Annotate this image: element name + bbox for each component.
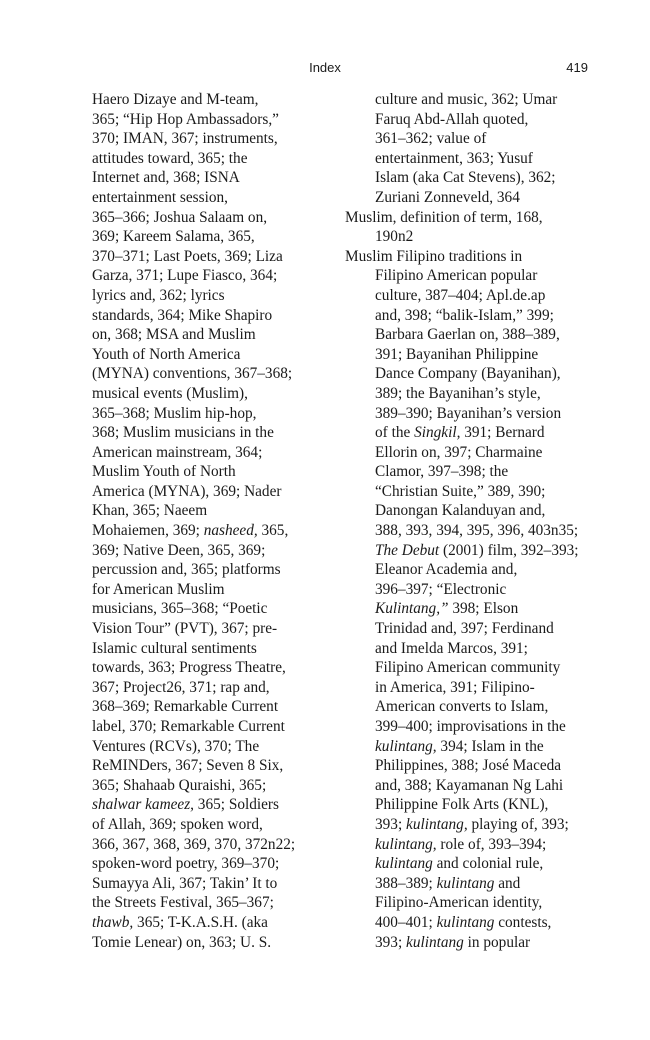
index-subentry-line	[62, 541, 338, 561]
index-text: Vision Tour” (PVT), 367; pre-	[92, 620, 278, 638]
index-subentry-line	[62, 560, 338, 580]
index-subentry-line	[345, 717, 605, 737]
index-text: 389; the Bayanihan’s style,	[375, 384, 541, 402]
index-text: 394; Islam in the	[436, 737, 544, 755]
index-text: Tomie Lenear) on, 363; U. S.	[92, 933, 272, 951]
index-subentry-line	[345, 462, 605, 482]
italic-term: kulintang,	[375, 835, 437, 853]
index-text: (2001) film, 392–393;	[439, 541, 579, 559]
index-subentry-line	[62, 599, 338, 619]
italic-term: kulintang	[436, 913, 495, 931]
index-text: lyrics and, 362; lyrics	[92, 286, 225, 304]
index-subentry-line	[62, 286, 338, 306]
index-subentry-line	[345, 697, 605, 717]
index-text: culture, 387–404; Apl.de.ap	[375, 286, 546, 304]
index-subentry-line	[62, 501, 338, 521]
index-subentry-line	[345, 482, 605, 502]
italic-term: Singkil,	[414, 424, 461, 442]
index-text: 361–362; value of	[375, 130, 487, 148]
index-text: spoken-word poetry, 369–370;	[92, 855, 280, 873]
italic-term: kulintang	[375, 855, 433, 873]
index-subentry-line	[345, 443, 605, 463]
index-subentry-line	[345, 286, 605, 306]
index-subentry-line	[345, 325, 605, 345]
index-subentry-line	[62, 521, 338, 541]
index-subentry-line	[62, 835, 338, 855]
index-text: ReMINDers, 367; Seven 8 Six,	[92, 757, 284, 775]
index-subentry-line	[345, 404, 605, 424]
index-text: Faruq Abd-Allah quoted,	[375, 110, 529, 128]
index-text: 370; IMAN, 367; instruments,	[92, 130, 278, 148]
italic-term: shalwar kameez,	[92, 796, 194, 814]
index-subentry-line	[62, 188, 338, 208]
index-subentry-line	[345, 560, 605, 580]
index-text: percussion and, 365; platforms	[92, 561, 281, 579]
index-text: 365–368; Muslim hip-hop,	[92, 404, 257, 422]
index-text: Muslim Youth of North	[92, 463, 236, 481]
running-head-title: Index	[309, 60, 341, 75]
index-text: entertainment, 363; Yusuf	[375, 149, 533, 167]
index-subentry-line	[62, 208, 338, 228]
index-subentry-line	[345, 110, 605, 130]
index-text: 388, 393, 394, 395, 396, 403n35;	[375, 522, 579, 540]
index-text: Khan, 365; Naeem	[92, 502, 208, 520]
index-text: 366, 367, 368, 369, 370, 372n22;	[92, 835, 296, 853]
index-text: culture and music, 362; Umar	[375, 91, 558, 108]
index-text: role of, 393–394;	[436, 835, 547, 853]
index-subentry-line	[62, 482, 338, 502]
index-subentry-line	[62, 619, 338, 639]
index-subentry-line	[345, 188, 605, 208]
index-text: 365–366; Joshua Salaam on,	[92, 208, 268, 226]
index-subentry-line	[345, 149, 605, 169]
index-text: 367; Project26, 371; rap and,	[92, 678, 270, 696]
index-subentry-line	[62, 933, 338, 953]
italic-term: kulintang,	[406, 815, 468, 833]
italic-term: The Debut	[375, 541, 440, 559]
index-column-right	[345, 90, 605, 952]
index-subentry-line	[345, 737, 605, 757]
index-text: musicians, 365–368; “Poetic	[92, 600, 268, 618]
index-text: and	[494, 874, 521, 892]
index-subentry-line	[62, 443, 338, 463]
index-text: Youth of North America	[92, 345, 241, 363]
index-text: Filipino American popular	[375, 267, 538, 285]
index-text: Filipino-American identity,	[375, 894, 543, 912]
index-subentry-line	[62, 913, 338, 933]
index-subentry-line	[345, 776, 605, 796]
index-text: Ventures (RCVs), 370; The	[92, 737, 260, 755]
index-subentry-line	[345, 678, 605, 698]
index-text: for American Muslim	[92, 580, 225, 598]
index-subentry-line	[62, 384, 338, 404]
index-subentry-line	[62, 168, 338, 188]
index-subentry-line	[345, 835, 605, 855]
italic-term: kulintang,	[375, 737, 437, 755]
index-text: Muslim Filipino traditions in	[345, 247, 523, 265]
index-text: 398; Elson	[448, 600, 519, 618]
index-text: contests,	[494, 913, 552, 931]
index-subentry-line	[345, 129, 605, 149]
index-text: the Streets Festival, 365–367;	[92, 894, 274, 912]
index-text: 365; T-K.A.S.H. (aka	[133, 913, 268, 931]
index-subentry-line	[345, 874, 605, 894]
index-text: Filipino American community	[375, 659, 561, 677]
index-subentry-line	[345, 345, 605, 365]
index-subentry-line	[62, 756, 338, 776]
index-text: Dance Company (Bayanihan),	[375, 365, 561, 383]
index-subentry-line	[345, 756, 605, 776]
index-text: of the	[375, 424, 415, 442]
index-text: 399–400; improvisations in the	[375, 718, 566, 735]
index-text: in popular	[463, 933, 531, 951]
index-text: Ellorin on, 397; Charmaine	[375, 443, 543, 461]
index-subentry-line	[62, 149, 338, 169]
index-text: attitudes toward, 365; the	[92, 149, 248, 167]
index-text: Clamor, 397–398; the	[375, 463, 509, 481]
index-subentry-line	[345, 580, 605, 600]
index-text: Haero Dizaye and M-team,	[92, 91, 259, 108]
index-text: 369; Kareem Salama, 365,	[92, 228, 255, 246]
index-text: Sumayya Ali, 367; Takin’ It to	[92, 874, 278, 892]
index-subentry-line	[345, 364, 605, 384]
index-subentry-line	[62, 697, 338, 717]
italic-term: thawb,	[92, 913, 134, 931]
index-text: Philippines, 388; José Maceda	[375, 757, 562, 775]
index-text: 389–390; Bayanihan’s version	[375, 404, 562, 422]
index-subentry-line	[62, 266, 338, 286]
index-entry-heading-line	[345, 247, 605, 267]
index-subentry-line	[62, 227, 338, 247]
index-subentry-line	[62, 893, 338, 913]
index-subentry-line	[345, 266, 605, 286]
index-text: of Allah, 369; spoken word,	[92, 815, 263, 833]
index-text: Barbara Gaerlan on, 388–389,	[375, 326, 560, 344]
index-subentry-line	[62, 325, 338, 345]
index-subentry-line	[62, 423, 338, 443]
index-text: Islam (aka Cat Stevens), 362;	[375, 169, 556, 187]
index-subentry-line	[345, 227, 605, 247]
index-subentry-line	[62, 364, 338, 384]
page-number: 419	[566, 60, 588, 75]
index-subentry-line	[62, 90, 338, 110]
index-text: and, 388; Kayamanan Ng Lahi	[375, 776, 564, 794]
index-text: 190n2	[375, 228, 414, 246]
index-text: 393;	[375, 933, 407, 951]
index-subentry-line	[345, 90, 605, 110]
index-subentry-line	[62, 815, 338, 835]
index-text: “Christian Suite,” 389, 390;	[375, 482, 546, 500]
index-text: Danongan Kalanduyan and,	[375, 502, 546, 520]
index-text: Islamic cultural sentiments	[92, 639, 257, 657]
index-text: musical events (Muslim),	[92, 384, 248, 402]
index-text: 391; Bernard	[460, 424, 545, 442]
index-subentry-line	[345, 306, 605, 326]
index-subentry-line	[62, 854, 338, 874]
index-subentry-line	[345, 599, 605, 619]
index-text: 391; Bayanihan Philippine	[375, 345, 539, 363]
index-text: label, 370; Remarkable Current	[92, 718, 285, 735]
index-text: 365; Shahaab Quraishi, 365;	[92, 776, 267, 794]
index-text: 365; Soldiers	[193, 796, 279, 814]
index-text: Eleanor Academia and,	[375, 561, 518, 579]
index-text: American converts to Islam,	[375, 698, 549, 716]
index-subentry-line	[345, 815, 605, 835]
italic-term: kulintang	[406, 933, 464, 951]
italic-term: kulintang	[436, 874, 495, 892]
index-text: 369; Native Deen, 365, 369;	[92, 541, 266, 559]
index-text: Mohaiemen, 369;	[92, 522, 204, 540]
index-subentry-line	[345, 933, 605, 953]
index-entry-heading-line	[345, 208, 605, 228]
index-subentry-line	[345, 521, 605, 541]
index-text: 370–371; Last Poets, 369; Liza	[92, 247, 283, 265]
index-subentry-line	[62, 776, 338, 796]
index-text: 368; Muslim musicians in the	[92, 424, 274, 442]
index-subentry-line	[345, 168, 605, 188]
index-text: on, 368; MSA and Muslim	[92, 326, 256, 344]
index-subentry-line	[62, 795, 338, 815]
index-subentry-line	[62, 110, 338, 130]
index-text: (MYNA) conventions, 367–368;	[92, 365, 293, 383]
index-text: 365; “Hip Hop Ambassadors,”	[92, 110, 279, 128]
index-text: Internet and, 368; ISNA	[92, 169, 240, 187]
index-text: Garza, 371; Lupe Fiasco, 364;	[92, 267, 278, 285]
index-column-left	[62, 90, 338, 952]
index-text: 368–369; Remarkable Current	[92, 698, 279, 716]
index-subentry-line	[345, 384, 605, 404]
index-text: in America, 391; Filipino-	[375, 678, 535, 696]
index-subentry-line	[62, 678, 338, 698]
index-subentry-line	[62, 717, 338, 737]
index-subentry-line	[62, 345, 338, 365]
running-head	[0, 60, 650, 80]
index-subentry-line	[345, 854, 605, 874]
index-subentry-line	[345, 639, 605, 659]
index-text: America (MYNA), 369; Nader	[92, 482, 282, 500]
index-subentry-line	[345, 658, 605, 678]
index-subentry-line	[62, 129, 338, 149]
italic-term: Kulintang,”	[375, 600, 449, 618]
index-text: and, 398; “balik-Islam,” 399;	[375, 306, 554, 324]
index-text: 400–401;	[375, 913, 437, 931]
index-subentry-line	[62, 247, 338, 267]
index-subentry-line	[62, 658, 338, 678]
index-subentry-line	[345, 893, 605, 913]
index-subentry-line	[62, 737, 338, 757]
index-text: Zuriani Zonneveld, 364	[375, 188, 520, 206]
index-subentry-line	[345, 501, 605, 521]
index-text: towards, 363; Progress Theatre,	[92, 659, 286, 677]
index-text: American mainstream, 364;	[92, 443, 263, 461]
index-text: and colonial rule,	[432, 855, 544, 873]
index-subentry-line	[62, 580, 338, 600]
index-subentry-line	[345, 795, 605, 815]
index-text: Trinidad and, 397; Ferdinand	[375, 620, 554, 638]
index-text: and Imelda Marcos, 391;	[375, 639, 528, 657]
index-subentry-line	[345, 541, 605, 561]
index-subentry-line	[62, 462, 338, 482]
index-text: 396–397; “Electronic	[375, 580, 507, 598]
index-text: 388–389;	[375, 874, 437, 892]
italic-term: nasheed,	[203, 522, 258, 540]
index-text: 365,	[257, 522, 289, 540]
index-text: 393;	[375, 815, 407, 833]
index-text: entertainment session,	[92, 188, 228, 206]
index-subentry-line	[62, 639, 338, 659]
index-subentry-line	[345, 913, 605, 933]
index-subentry-line	[62, 306, 338, 326]
index-text: Philippine Folk Arts (KNL),	[375, 796, 549, 814]
index-subentry-line	[62, 404, 338, 424]
index-subentry-line	[345, 423, 605, 443]
index-subentry-line	[62, 874, 338, 894]
index-text: Muslim, definition of term, 168,	[345, 208, 543, 226]
index-text: playing of, 393;	[467, 815, 569, 833]
index-subentry-line	[345, 619, 605, 639]
index-text: standards, 364; Mike Shapiro	[92, 306, 273, 324]
